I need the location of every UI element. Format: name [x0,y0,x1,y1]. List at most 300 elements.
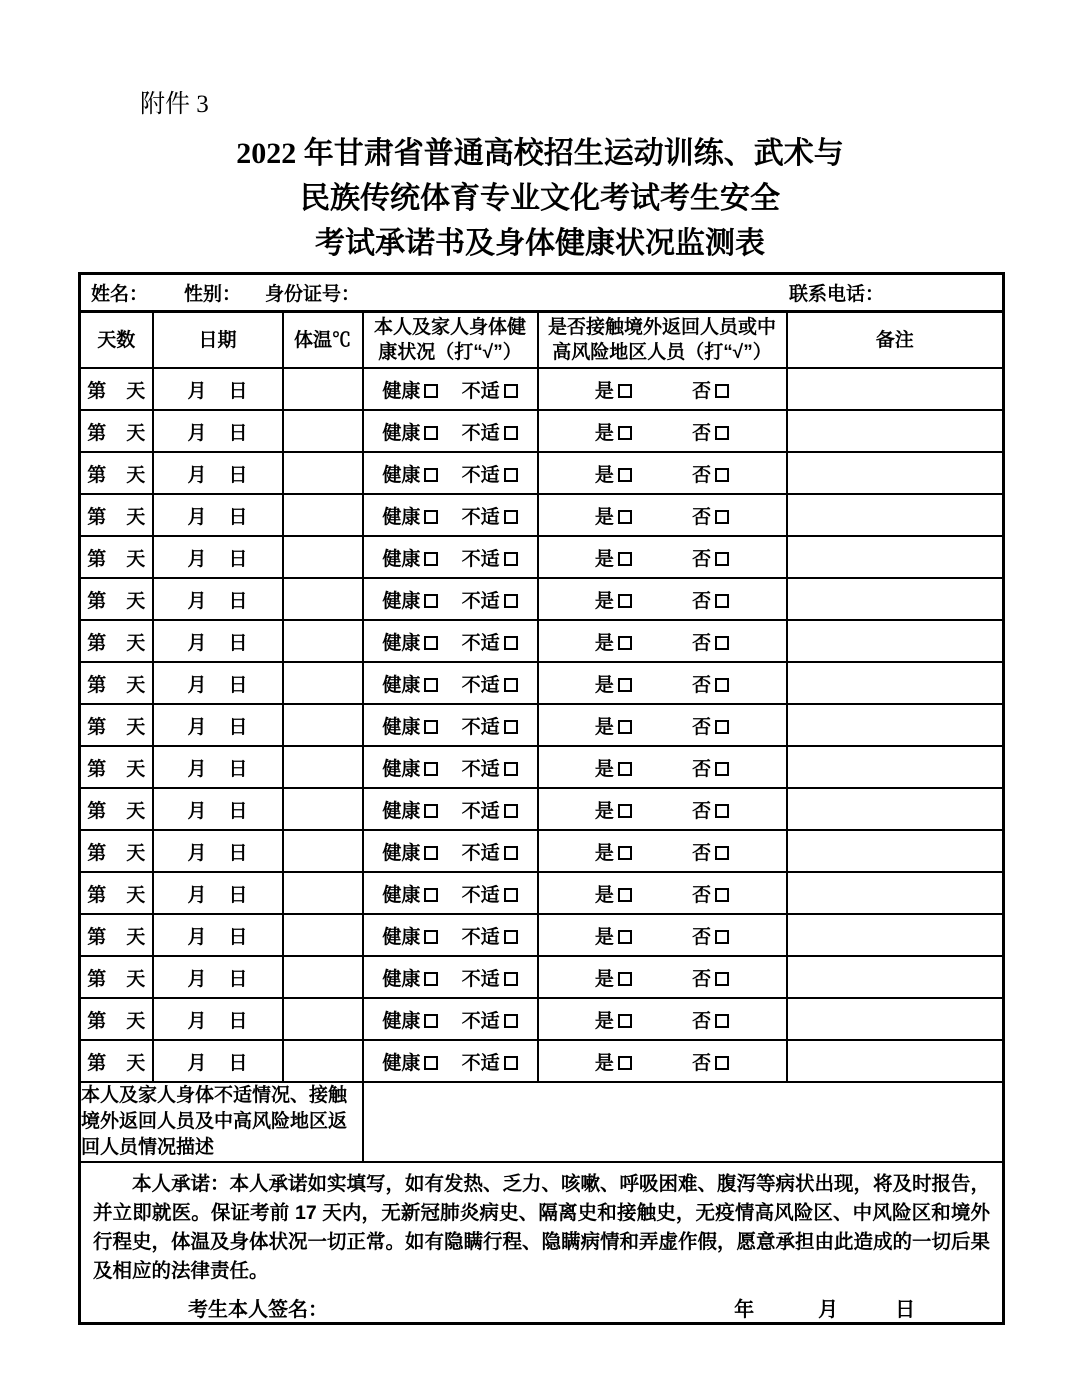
no-label: 否 [692,548,712,570]
day-cell [80,662,153,704]
day-prefix-label: 第 [87,380,107,402]
no-checkbox [715,678,729,692]
month-label: 月 [187,590,207,612]
yes-label: 是 [594,464,614,486]
day-suffix-label: 天 [126,422,146,444]
header-remarks: 备注 [787,312,1004,369]
month-label: 月 [187,632,207,654]
yes-checkbox [618,552,632,566]
day-label: 日 [228,632,248,654]
health-status-cell [363,368,538,410]
healthy-checkbox [424,636,438,650]
health-status-cell [363,746,538,788]
temperature-cell [283,746,363,788]
no-label: 否 [692,968,712,990]
day-cell [80,368,153,410]
healthy-label: 健康 [382,464,421,486]
unwell-checkbox [504,804,518,818]
temperature-cell [283,914,363,956]
health-status-cell [363,662,538,704]
yes-checkbox [618,972,632,986]
day-cell [80,788,153,830]
date-cell [153,914,283,956]
day-prefix-label: 第 [87,1052,107,1074]
day-label: 日 [228,1052,248,1074]
day-prefix-label: 第 [87,1010,107,1032]
header-contact: 是否接触境外返回人员或中高风险地区人员（打“√”） [538,312,787,369]
day-suffix-label: 天 [126,1052,146,1074]
remarks-cell [787,956,1004,998]
no-checkbox [715,552,729,566]
unwell-label: 不适 [461,506,500,528]
no-label: 否 [692,926,712,948]
yes-label: 是 [594,842,614,864]
date-cell [153,998,283,1040]
healthy-checkbox [424,426,438,440]
remarks-cell [787,746,1004,788]
remarks-cell [787,410,1004,452]
temperature-cell [283,830,363,872]
healthy-label: 健康 [382,1052,421,1074]
day-cell [80,704,153,746]
contact-risk-cell [538,620,787,662]
no-checkbox [715,846,729,860]
day-suffix-label: 天 [126,716,146,738]
month-label: 月 [187,968,207,990]
month-label: 月 [187,1010,207,1032]
healthy-label: 健康 [382,674,421,696]
unwell-label: 不适 [461,674,500,696]
day-label: 日 [228,380,248,402]
day-cell [80,410,153,452]
year-label: 年 [734,1299,755,1321]
day-label: 日 [228,758,248,780]
date-cell [153,620,283,662]
health-status-cell [363,704,538,746]
day-prefix-label: 第 [87,716,107,738]
contact-risk-cell [538,410,787,452]
day-prefix-label: 第 [87,674,107,696]
contact-risk-cell [538,998,787,1040]
contact-risk-cell [538,872,787,914]
yes-label: 是 [594,506,614,528]
unwell-checkbox [504,1014,518,1028]
unwell-checkbox [504,594,518,608]
health-status-cell [363,914,538,956]
remarks-cell [787,872,1004,914]
healthy-label: 健康 [382,968,421,990]
remarks-cell [787,662,1004,704]
page-title-line1: 2022 年甘肃省普通高校招生运动训练、武术与 [236,137,844,170]
unwell-checkbox [504,636,518,650]
health-status-cell [363,494,538,536]
healthy-label: 健康 [382,590,421,612]
signature-label: 考生本人签名： [188,1299,328,1321]
yes-label: 是 [594,380,614,402]
description-label-cell: 本人及家人身体不适情况、接触境外返回人员及中高风险地区返回人员情况描述 [80,1082,363,1162]
day-suffix-label: 天 [126,1010,146,1032]
no-checkbox [715,1014,729,1028]
healthy-label: 健康 [382,926,421,948]
yes-checkbox [618,930,632,944]
day-suffix-label: 天 [126,758,146,780]
table-row [80,494,1004,536]
no-checkbox [715,426,729,440]
health-status-cell [363,998,538,1040]
unwell-checkbox [504,552,518,566]
health-status-cell [363,830,538,872]
month-label: 月 [818,1299,839,1321]
personal-info-row [80,274,1004,312]
no-label: 否 [692,758,712,780]
remarks-cell [787,452,1004,494]
day-label: 日 [228,464,248,486]
description-input-cell [363,1082,1004,1162]
day-cell [80,872,153,914]
healthy-checkbox [424,384,438,398]
day-prefix-label: 第 [87,884,107,906]
unwell-label: 不适 [461,926,500,948]
no-label: 否 [692,632,712,654]
yes-label: 是 [594,758,614,780]
page-title-line2: 民族传统体育专业文化考试考生安全 [300,182,780,215]
healthy-label: 健康 [382,506,421,528]
pledge-row [80,1162,1004,1324]
temperature-cell [283,872,363,914]
healthy-checkbox [424,846,438,860]
healthy-checkbox [424,804,438,818]
day-label: 日 [228,506,248,528]
table-row [80,452,1004,494]
date-cell [153,788,283,830]
healthy-label: 健康 [382,632,421,654]
contact-risk-cell [538,956,787,998]
date-cell [153,746,283,788]
day-suffix-label: 天 [126,548,146,570]
contact-risk-cell [538,704,787,746]
month-label: 月 [187,800,207,822]
no-label: 否 [692,674,712,696]
unwell-label: 不适 [461,464,500,486]
day-label: 日 [228,926,248,948]
remarks-cell [787,788,1004,830]
yes-label: 是 [594,884,614,906]
month-label: 月 [187,506,207,528]
table-row [80,578,1004,620]
no-label: 否 [692,800,712,822]
unwell-label: 不适 [461,842,500,864]
unwell-label: 不适 [461,758,500,780]
health-status-cell [363,452,538,494]
no-label: 否 [692,884,712,906]
no-checkbox [715,972,729,986]
unwell-checkbox [504,930,518,944]
healthy-label: 健康 [382,800,421,822]
table-row [80,830,1004,872]
healthy-checkbox [424,594,438,608]
healthy-checkbox [424,1014,438,1028]
date-cell [153,368,283,410]
no-label: 否 [692,716,712,738]
day-prefix-label: 第 [87,842,107,864]
month-label: 月 [187,716,207,738]
contact-risk-cell [538,494,787,536]
month-label: 月 [187,926,207,948]
temperature-cell [283,1040,363,1082]
day-label: 日 [228,422,248,444]
unwell-label: 不适 [461,380,500,402]
remarks-cell [787,368,1004,410]
yes-label: 是 [594,800,614,822]
month-label: 月 [187,884,207,906]
contact-risk-cell [538,1040,787,1082]
healthy-checkbox [424,720,438,734]
temperature-cell [283,410,363,452]
temperature-cell [283,452,363,494]
day-label: 日 [228,674,248,696]
healthy-label: 健康 [382,758,421,780]
day-suffix-label: 天 [126,506,146,528]
day-cell [80,536,153,578]
contact-risk-cell [538,536,787,578]
unwell-checkbox [504,972,518,986]
contact-risk-cell [538,830,787,872]
day-suffix-label: 天 [126,800,146,822]
healthy-checkbox [424,1056,438,1070]
day-prefix-label: 第 [87,800,107,822]
day-prefix-label: 第 [87,632,107,654]
yes-label: 是 [594,1010,614,1032]
day-cell [80,620,153,662]
health-status-cell [363,620,538,662]
day-prefix-label: 第 [87,758,107,780]
temperature-cell [283,662,363,704]
temperature-cell [283,956,363,998]
table-row [80,368,1004,410]
table-row [80,704,1004,746]
no-checkbox [715,720,729,734]
yes-label: 是 [594,968,614,990]
remarks-cell [787,914,1004,956]
table-row [80,872,1004,914]
unwell-label: 不适 [461,548,500,570]
yes-checkbox [618,636,632,650]
table-row [80,956,1004,998]
no-checkbox [715,762,729,776]
unwell-checkbox [504,678,518,692]
day-cell [80,830,153,872]
day-label: 日 [228,800,248,822]
page-title-line3: 考试承诺书及身体健康状况监测表 [315,227,765,260]
month-label: 月 [187,842,207,864]
healthy-label: 健康 [382,422,421,444]
remarks-cell [787,494,1004,536]
header-health: 本人及家人身体健康状况（打“√”） [363,312,538,369]
yes-label: 是 [594,716,614,738]
day-label: 日 [228,548,248,570]
day-label: 日 [895,1299,916,1321]
pledge-text: 本人承诺：本人承诺如实填写，如有发热、乏力、咳嗽、呼吸困难、腹泻等病状出现，将及时报告，并立即就医。保证考前 17 天内，无新冠肺炎病史、隔离史和接触史，无疫情高风险区、中风险区和境外行程史，体温及身体状况一切正常。如有隐瞒行程、隐瞒病情和弄虚作假，愿意承担由此造成的一切后果及相应的法律责任。 [93,1173,991,1282]
day-suffix-label: 天 [126,884,146,906]
phone-label: 联系电话： [789,284,885,305]
personal-info-cell [80,274,1004,312]
day-cell [80,746,153,788]
remarks-cell [787,998,1004,1040]
no-checkbox [715,384,729,398]
day-suffix-label: 天 [126,968,146,990]
yes-checkbox [618,510,632,524]
remarks-cell [787,578,1004,620]
date-cell [153,704,283,746]
day-suffix-label: 天 [126,842,146,864]
no-label: 否 [692,1052,712,1074]
header-days: 天数 [80,312,153,369]
attachment-label: 附件 3 [140,91,209,118]
month-label: 月 [187,464,207,486]
healthy-checkbox [424,468,438,482]
table-row [80,620,1004,662]
day-label: 日 [228,968,248,990]
day-prefix-label: 第 [87,422,107,444]
no-label: 否 [692,464,712,486]
no-checkbox [715,804,729,818]
no-label: 否 [692,842,712,864]
yes-checkbox [618,384,632,398]
month-label: 月 [187,674,207,696]
table-row [80,998,1004,1040]
contact-risk-cell [538,746,787,788]
day-prefix-label: 第 [87,968,107,990]
table-header-row [80,312,1004,369]
temperature-cell [283,620,363,662]
day-label: 日 [228,842,248,864]
unwell-checkbox [504,846,518,860]
yes-checkbox [618,846,632,860]
day-suffix-label: 天 [126,464,146,486]
remarks-cell [787,536,1004,578]
day-cell [80,452,153,494]
unwell-label: 不适 [461,884,500,906]
day-label: 日 [228,716,248,738]
date-cell [153,872,283,914]
no-checkbox [715,636,729,650]
yes-label: 是 [594,590,614,612]
temperature-cell [283,578,363,620]
no-label: 否 [692,380,712,402]
header-date: 日期 [153,312,283,369]
healthy-checkbox [424,510,438,524]
no-checkbox [715,594,729,608]
date-cell [153,830,283,872]
month-label: 月 [187,548,207,570]
day-cell [80,578,153,620]
day-label: 日 [228,884,248,906]
unwell-label: 不适 [461,1010,500,1032]
yes-label: 是 [594,674,614,696]
day-label: 日 [228,590,248,612]
unwell-checkbox [504,888,518,902]
day-prefix-label: 第 [87,464,107,486]
healthy-checkbox [424,678,438,692]
health-status-cell [363,788,538,830]
day-prefix-label: 第 [87,926,107,948]
remarks-cell [787,830,1004,872]
unwell-checkbox [504,426,518,440]
health-status-cell [363,956,538,998]
health-status-cell [363,872,538,914]
contact-risk-cell [538,914,787,956]
month-label: 月 [187,380,207,402]
no-label: 否 [692,590,712,612]
remarks-cell [787,620,1004,662]
yes-checkbox [618,468,632,482]
day-prefix-label: 第 [87,506,107,528]
month-label: 月 [187,758,207,780]
no-label: 否 [692,422,712,444]
healthy-checkbox [424,552,438,566]
unwell-label: 不适 [461,632,500,654]
date-cell [153,452,283,494]
yes-label: 是 [594,422,614,444]
table-row [80,788,1004,830]
contact-risk-cell [538,662,787,704]
day-label: 日 [228,1010,248,1032]
unwell-checkbox [504,468,518,482]
month-label: 月 [187,422,207,444]
no-checkbox [715,888,729,902]
temperature-cell [283,704,363,746]
unwell-label: 不适 [461,800,500,822]
month-label: 月 [187,1052,207,1074]
yes-checkbox [618,720,632,734]
contact-risk-cell [538,578,787,620]
remarks-cell [787,704,1004,746]
health-status-cell [363,410,538,452]
unwell-checkbox [504,384,518,398]
yes-label: 是 [594,548,614,570]
healthy-label: 健康 [382,716,421,738]
yes-checkbox [618,1056,632,1070]
table-row [80,410,1004,452]
healthy-label: 健康 [382,1010,421,1032]
table-row [80,536,1004,578]
day-suffix-label: 天 [126,632,146,654]
no-checkbox [715,930,729,944]
remarks-cell [787,1040,1004,1082]
table-row [80,914,1004,956]
healthy-checkbox [424,762,438,776]
health-status-cell [363,536,538,578]
yes-checkbox [618,594,632,608]
health-monitoring-form-table [78,272,1005,1325]
table-row [80,1040,1004,1082]
unwell-label: 不适 [461,422,500,444]
unwell-label: 不适 [461,1052,500,1074]
unwell-label: 不适 [461,716,500,738]
gender-label: 性别： [184,284,242,305]
date-cell [153,956,283,998]
unwell-label: 不适 [461,590,500,612]
unwell-checkbox [504,1056,518,1070]
day-cell [80,998,153,1040]
no-checkbox [715,510,729,524]
page-title [0,131,1080,266]
description-row [80,1082,1004,1162]
unwell-checkbox [504,762,518,776]
healthy-checkbox [424,888,438,902]
unwell-label: 不适 [461,968,500,990]
day-cell [80,494,153,536]
